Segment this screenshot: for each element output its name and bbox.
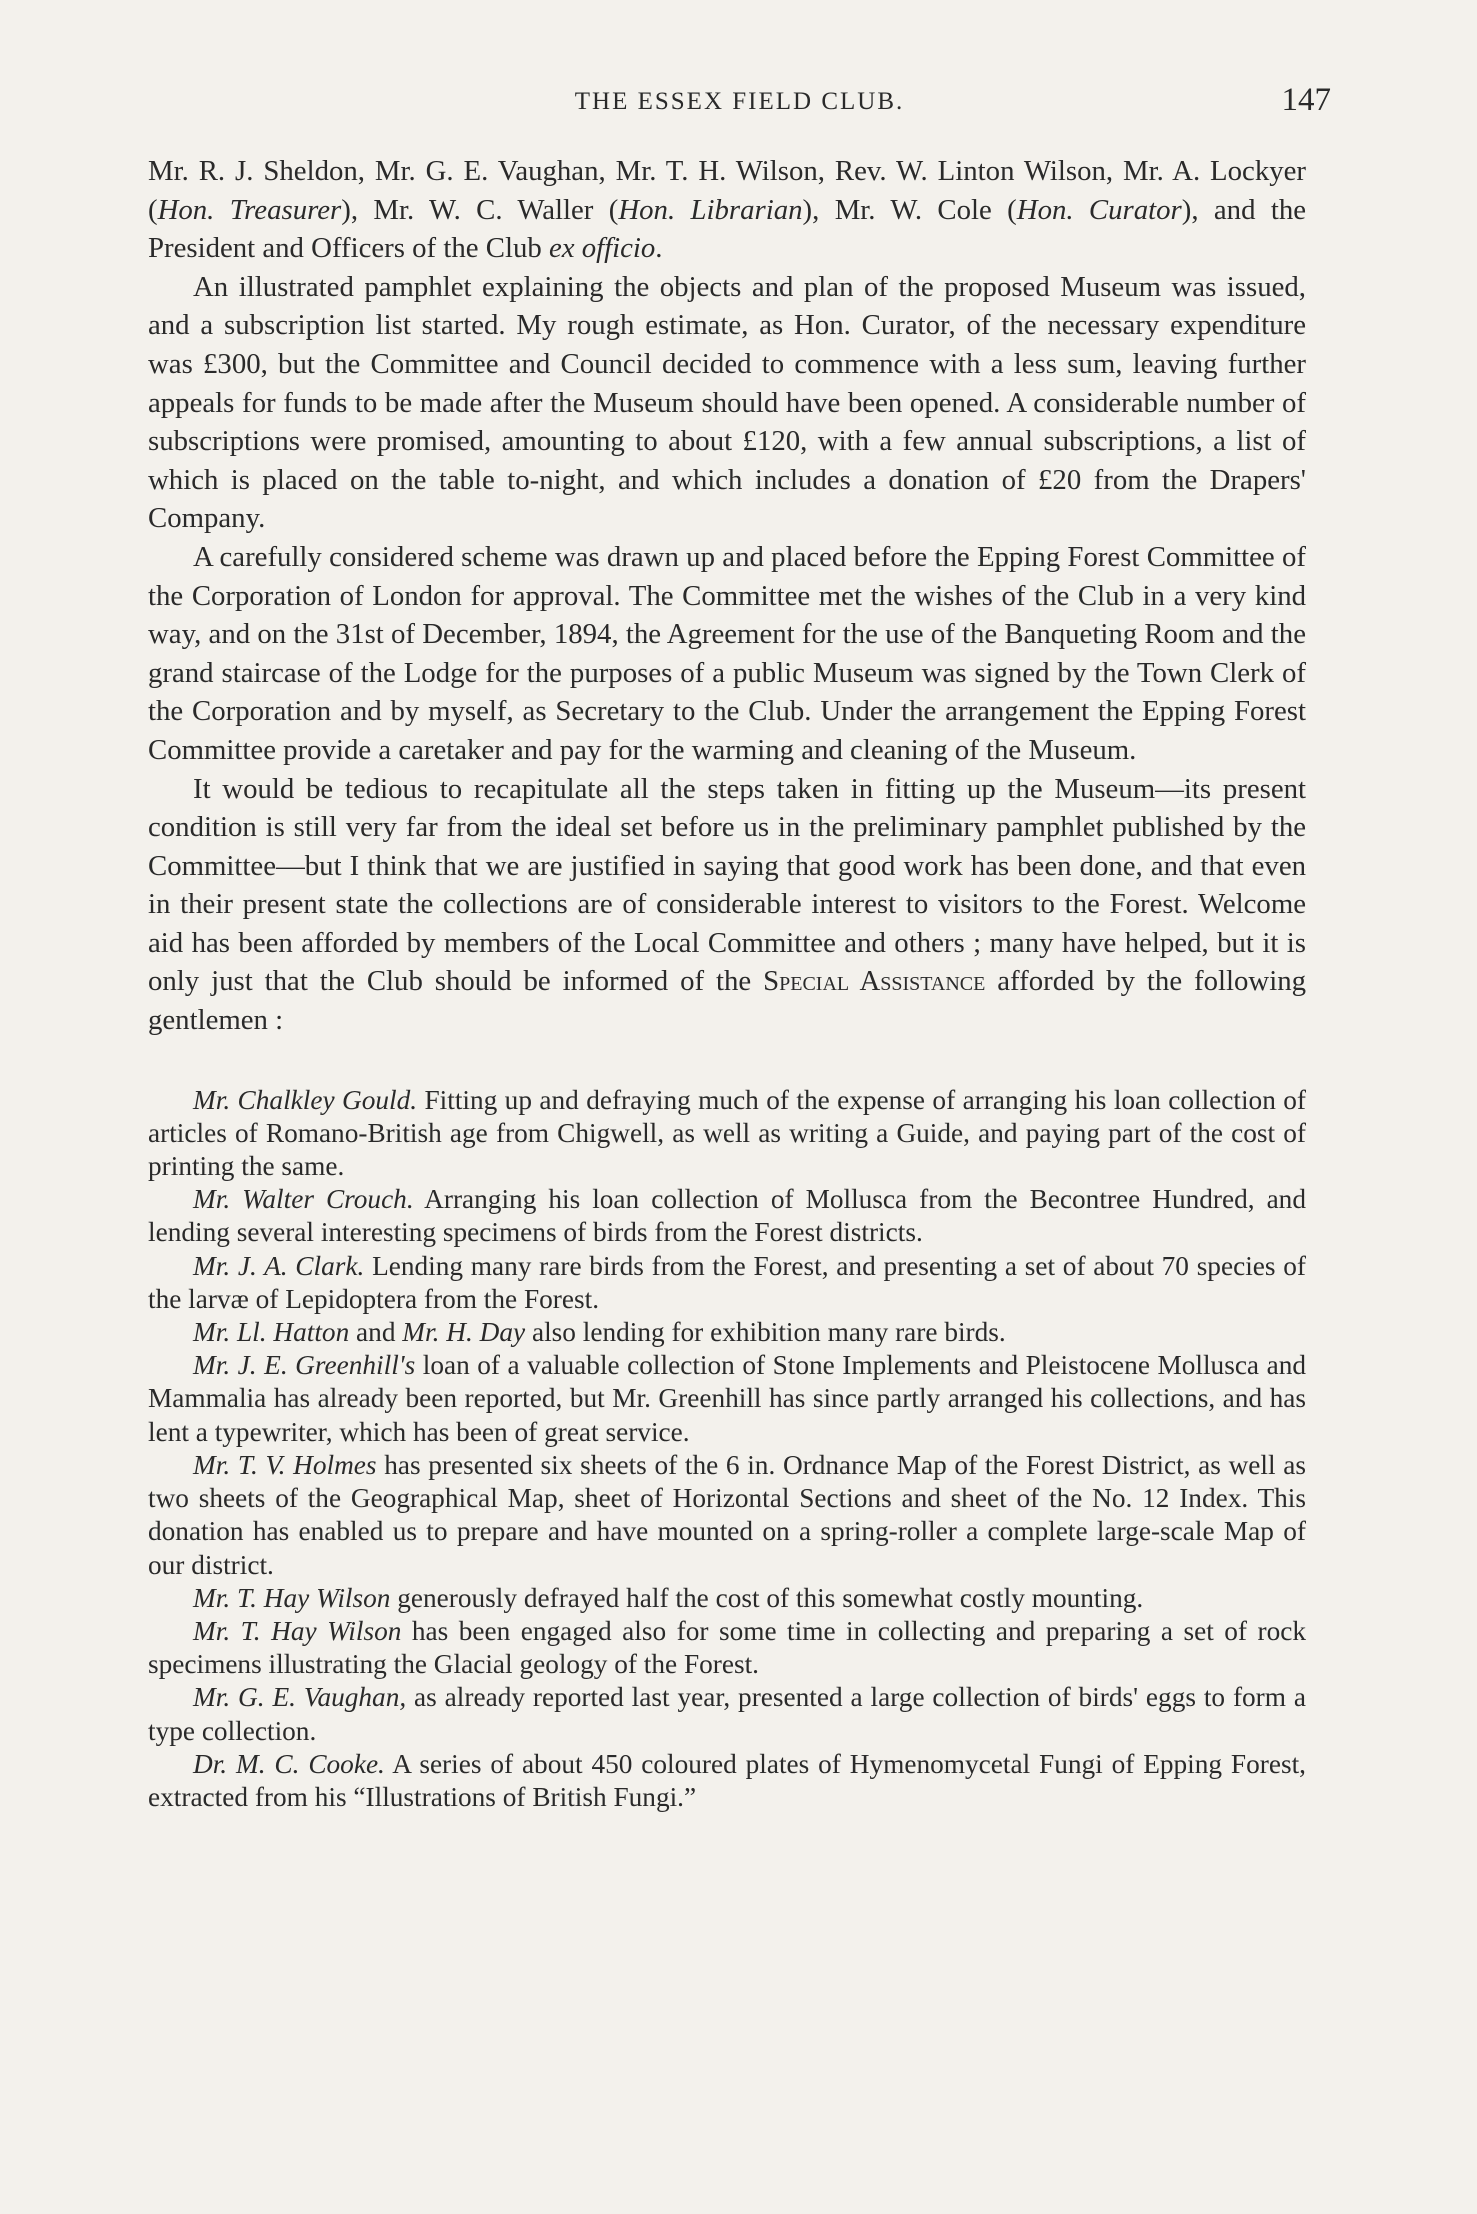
assistance-entry (148, 1250, 1306, 1316)
assistance-entry (148, 1349, 1306, 1449)
recapitulation-paragraph (148, 770, 1306, 1040)
assistance-entry (148, 1681, 1306, 1747)
role-curator: Hon. Curator (1016, 193, 1182, 226)
contributor-name: Mr. T. Hay Wilson (193, 1582, 391, 1613)
special-assistance-list (148, 1084, 1306, 1814)
contribution-text: has presented six sheets of the 6 in. Ordnance Map of the Forest District, as well as two sheets of the Geographical Map, sheet of Horizontal Sections and sheet of the No. 12 Index. This donation has enabled us to prepare and have mounted on a spring-roller a complete large-scale Map of our district. (148, 1449, 1306, 1580)
contributor-name: Mr. G. E. Vaughan, (193, 1682, 407, 1713)
contributor-join: and (349, 1317, 403, 1348)
role-librarian: Hon. Librarian (618, 193, 803, 226)
committee-text-a: Mr. R. J. Sheldon, Mr. G. E. Vaughan, Mr. T. H. Wilson, Rev. W. Linton Wilson, Mr. A. Lockyer ( (148, 155, 1306, 226)
committee-text-c: ), Mr. W. Cole ( (802, 193, 1017, 226)
page-number: 147 (1281, 82, 1331, 118)
recapitulation-text-end: afforded by the following gentlemen : (148, 965, 1306, 1037)
contribution-text: Arranging his loan collection of Mollusca from the Becontree Hundred, and lending several interesting specimens of birds from the Forest districts. (148, 1184, 1306, 1248)
assistance-entry (148, 1449, 1306, 1582)
contributor-name: Mr. T. Hay Wilson (193, 1615, 402, 1646)
contributor-name: Mr. Ll. Hatton (193, 1317, 350, 1348)
assistance-entry (148, 1316, 1306, 1349)
contributor-name: Mr. T. V. Holmes (193, 1449, 377, 1480)
contribution-text: Fitting up and defraying much of the expense of arranging his loan collection of articles of Romano-British age from Chigwell, as well as writing a Guide, and paying part of the cost of printing the same. (148, 1084, 1306, 1182)
committee-text-end: . (655, 232, 663, 265)
running-title: THE ESSEX FIELD CLUB. (574, 88, 905, 115)
assistance-entry (148, 1748, 1306, 1814)
scheme-paragraph: A carefully considered scheme was drawn up and placed before the Epping Forest Committee of the Corporation of London for approval. The Committee met the wishes of the Club in a very kind way, and on the 31st of December, 1894, the Agreement for the use of the Banqueting Room and the grand staircase of the Lodge for the purposes of a public Museum was signed by the Town Clerk of the Corporation and by myself, as Secretary to the Club. Under the arrangement the Epping Forest Committee provide a caretaker and pay for the warming and cleaning of the Museum. (148, 540, 1306, 766)
contributor-name: Dr. M. C. Cooke. (193, 1748, 385, 1779)
contributor-name: Mr. Walter Crouch. (193, 1184, 414, 1215)
contributor-name: Mr. J. E. Greenhill's (193, 1350, 416, 1381)
assistance-entry (148, 1183, 1306, 1249)
main-text (148, 152, 1306, 1040)
ex-officio: ex officio (548, 232, 656, 265)
contributor-name: Mr. Chalkley Gould. (193, 1084, 418, 1115)
role-treasurer: Hon. Treasurer (157, 193, 342, 226)
recapitulation-text: It would be tedious to recapitulate all the steps taken in fitting up the Museum—its present condition is still very far from the ideal set before us in the preliminary pamphlet published by the Committee—but I think that we are justified in saying that good work has been done, and that even in their present state the collections are of considerable interest to visitors to the Forest. Welcome aid has been afforded by members of the Local Committee and others ; many have helped, but it is only just that the Club should be informed of the (148, 772, 1306, 998)
committee-members-paragraph (148, 152, 1306, 268)
contribution-text: loan of a valuable collection of Stone Implements and Pleistocene Mollusca and Mammalia has already been reported, but Mr. Greenhill has since partly arranged his collections, and has lent a typewriter, which has been of great service. (148, 1350, 1306, 1447)
contribution-text: generously defrayed half the cost of this somewhat costly mounting. (390, 1582, 1144, 1613)
contribution-text: A series of about 450 coloured plates of Hymenomycetal Fungi of Epping Forest, extracted from his “Illustrations of British Fungi.” (148, 1748, 1306, 1812)
contribution-text: Lending many rare birds from the Forest, and presenting a set of about 70 species of the larvæ of Lepidoptera from the Forest. (148, 1250, 1306, 1314)
page-body (148, 152, 1306, 1814)
contributor-name-second: Mr. H. Day (402, 1317, 526, 1348)
committee-text-d: ), and the President and Officers of the Club (148, 193, 1307, 265)
contributor-name: Mr. J. A. Clark. (193, 1250, 365, 1281)
contribution-text: also lending for exhibition many rare birds. (525, 1317, 1006, 1348)
contribution-text: as already reported last year, presented a large collection of birds' eggs to form a type collection. (148, 1682, 1306, 1746)
committee-text-b: ), Mr. W. C. Waller ( (341, 193, 619, 226)
assistance-entry (148, 1615, 1306, 1681)
running-head (148, 82, 1331, 122)
assistance-entry (148, 1084, 1306, 1184)
special-assistance-heading: Special Assistance (763, 965, 986, 998)
assistance-entry (148, 1582, 1306, 1615)
pamphlet-paragraph: An illustrated pamphlet explaining the objects and plan of the proposed Museum was issued, and a subscription list started. My rough estimate, as Hon. Curator, of the necessary expenditure was £300, but the Committee and Council decided to commence with a less sum, leaving further appeals for funds to be made after the Museum should have been opened. A considerable number of subscriptions were promised, amounting to about £120, with a few annual subscriptions, a list of which is placed on the table to-night, and which includes a donation of £20 from the Drapers' Company. (148, 270, 1306, 535)
contribution-text: has been engaged also for some time in collecting and preparing a set of rock specimens illustrating the Glacial geology of the Forest. (148, 1615, 1306, 1680)
